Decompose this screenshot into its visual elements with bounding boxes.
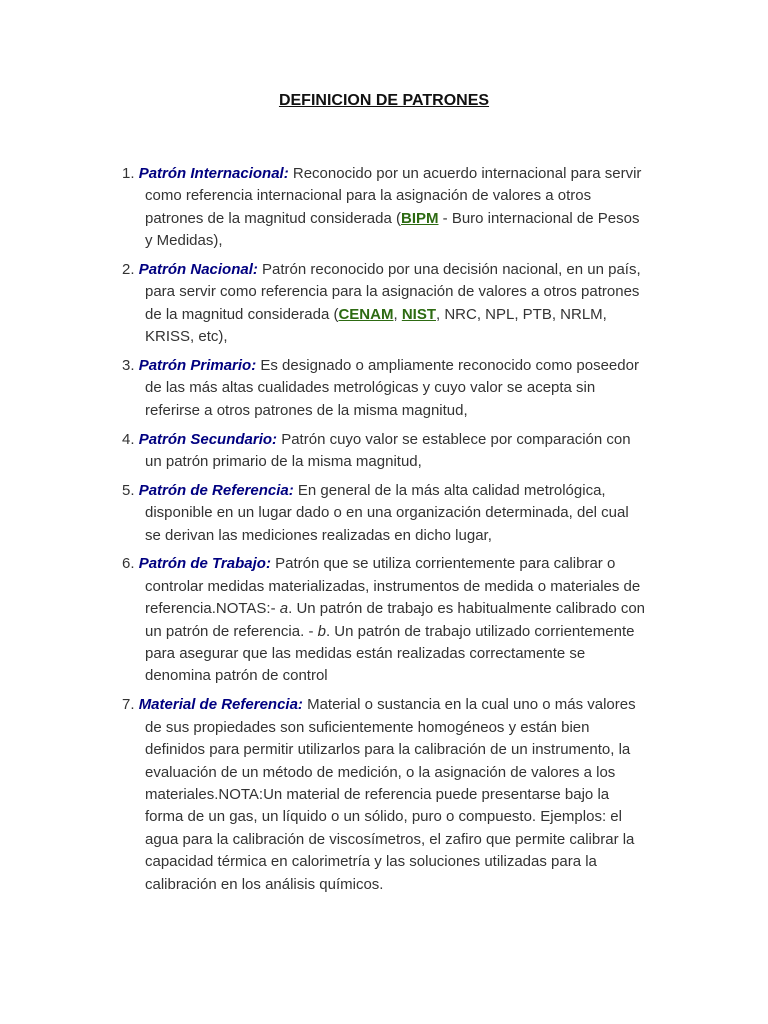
list-item-patron-primario (122, 355, 646, 422)
item-term: Patrón de Referencia: (138, 481, 294, 499)
item-text-after: - Buro internacional de Pesos y Medidas), (145, 209, 640, 250)
cenam-link[interactable]: CENAM (338, 305, 394, 323)
item-text-after: , NRC, NPL, PTB, NRLM, KRISS, etc), (145, 305, 607, 346)
page-title: DEFINICION DE PATRONES (278, 92, 490, 109)
item-separator: , (393, 305, 402, 323)
note-a-marker: a (279, 600, 289, 618)
item-number: 2. (122, 261, 139, 279)
item-text: Patrón que se utiliza corrientemente para calibrar o controlar medidas materializadas, instrumentos de medida o materiales de referencia.NOTAS:- (145, 555, 641, 618)
item-text: Patrón reconocido por una decisión nacional, en un país, para servir como referencia para la asignación de valores a otros patrones de la magnitud considerada ( (145, 261, 641, 323)
bipm-link[interactable]: BIPM (401, 209, 439, 227)
item-text: Material o sustancia en la cual uno o más valores de sus propiedades son suficientemente homogéneos y están bien definidos para permitir utilizarlos para la calibración de un instrumento, la evaluación de un método de medición, o la asignación de valores a los materiales.NOTA:Un material de referencia puede presentarse bajo la forma de un gas, un líquido o un sólido, puro o compuesto. Ejemplos: el agua para la calibración de viscosímetros, el zafiro que permite calibrar la capacidad térmica en calorimetría y las soluciones utilizadas para la calibración en los análisis químicos. (145, 696, 636, 893)
item-number: 3. (122, 357, 139, 375)
item-text: Es designado o ampliamente reconocido como poseedor de las más altas cualidades metrológicas y cuyo valor se acepta sin referirse a otros patrones de la misma magnitud, (145, 357, 639, 419)
item-term: Patrón de Trabajo: (138, 555, 271, 573)
item-number: 4. (122, 430, 139, 448)
item-text-end: . Un patrón de trabajo utilizado corrientemente para asegurar que las medidas están realizadas correctamente se denomina patrón de control (145, 622, 635, 685)
item-term: Patrón Secundario: (138, 430, 278, 448)
item-term: Patrón Nacional: (138, 261, 258, 279)
item-term: Material de Referencia: (138, 696, 303, 714)
item-term: Patrón Primario: (138, 357, 257, 375)
list-item-patron-secundario (122, 429, 646, 474)
item-number: 7. (122, 696, 139, 714)
item-text: En general de la más alta calidad metrológica, disponible en un lugar dado o en una organización determinada, del cual se derivan las mediciones realizadas en dicho lugar, (145, 481, 629, 544)
item-number: 1. (122, 165, 139, 182)
list-item-patron-internacional (122, 163, 646, 253)
nist-link[interactable]: NIST (401, 305, 436, 323)
list-item-material-referencia (122, 694, 646, 896)
note-b-marker: b (317, 622, 326, 640)
item-text: Patrón cuyo valor se establece por comparación con un patrón primario de la misma magnitud, (145, 430, 631, 471)
item-number: 5. (122, 481, 139, 499)
item-text: Reconocido por un acuerdo internacional para servir como referencia internacional para la asignación de valores a otros patrones de la magnitud considerada ( (145, 165, 642, 227)
definitions-list (122, 163, 646, 902)
item-term: Patrón Internacional: (138, 165, 289, 182)
item-text-mid: . Un patrón de trabajo es habitualmente calibrado con un patrón de referencia. - (145, 600, 646, 640)
list-item-patron-referencia (122, 480, 646, 547)
list-item-patron-trabajo (122, 553, 646, 687)
item-number: 6. (122, 555, 139, 573)
list-item-patron-nacional (122, 259, 646, 349)
